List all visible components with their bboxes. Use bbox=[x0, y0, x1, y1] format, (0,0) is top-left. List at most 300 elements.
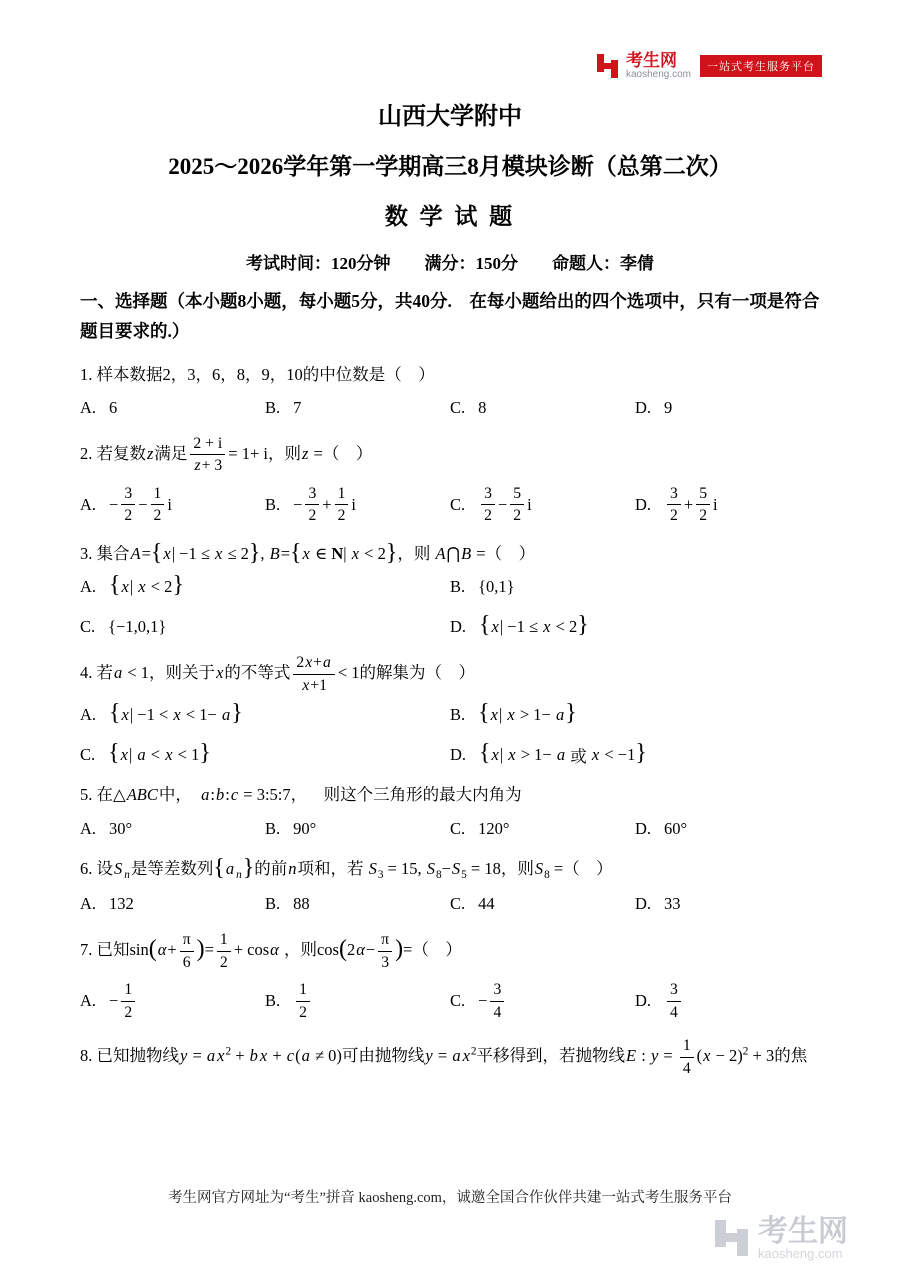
option-content bbox=[109, 700, 243, 727]
option-D bbox=[635, 396, 820, 420]
math-fraction bbox=[180, 930, 194, 972]
text-run: : bbox=[225, 785, 230, 805]
fraction-numerator bbox=[293, 653, 334, 675]
option-label: D. bbox=[635, 894, 652, 914]
math-fraction bbox=[305, 484, 319, 526]
fraction-denominator bbox=[121, 1002, 135, 1023]
math-var: y bbox=[180, 1046, 188, 1066]
fraction-denominator bbox=[293, 675, 334, 696]
text-run: 项和，若 bbox=[297, 858, 368, 878]
text-run: | bbox=[499, 745, 508, 765]
text-run: 1 bbox=[682, 1037, 691, 1055]
questions bbox=[80, 361, 820, 1079]
text-run: 2. 若复数 bbox=[80, 443, 146, 463]
math-var: x bbox=[491, 745, 499, 765]
math-var: c bbox=[230, 785, 239, 805]
math-fraction bbox=[293, 653, 334, 695]
math-bracket: ( bbox=[338, 936, 347, 963]
option-label: C. bbox=[450, 397, 466, 417]
option-label: A. bbox=[80, 991, 97, 1011]
option-content bbox=[664, 398, 672, 418]
question-stem bbox=[80, 361, 820, 388]
math-bracket: { bbox=[109, 700, 121, 727]
text-run: 2 bbox=[337, 507, 346, 525]
option-C bbox=[450, 817, 635, 841]
option-label: B. bbox=[265, 397, 281, 417]
math-fraction bbox=[121, 484, 135, 526]
option-content bbox=[293, 819, 316, 839]
text-run: | bbox=[129, 577, 138, 597]
math-var: a bbox=[555, 705, 565, 725]
fraction-numerator bbox=[667, 980, 681, 1002]
option-label: D. bbox=[635, 991, 652, 1011]
text-run: = 18，则 bbox=[466, 858, 534, 878]
text-run: 88 bbox=[293, 894, 310, 914]
math-bracket: ) bbox=[196, 936, 205, 963]
option-D bbox=[450, 740, 820, 767]
fraction-denominator bbox=[481, 505, 495, 526]
math-bracket: { bbox=[479, 612, 491, 639]
option-D bbox=[635, 892, 820, 916]
option-label: B. bbox=[265, 494, 281, 514]
text-run: | −1 < bbox=[129, 705, 173, 725]
fraction-denominator bbox=[151, 505, 165, 526]
text-run: 2 bbox=[699, 507, 708, 525]
text-run: 2 bbox=[346, 939, 356, 959]
text-run: 9 bbox=[664, 397, 673, 417]
text-run: ( bbox=[295, 1046, 301, 1066]
text-run: 30° bbox=[109, 818, 133, 838]
math-fraction bbox=[680, 1036, 694, 1078]
option-B bbox=[450, 575, 820, 599]
math-fraction bbox=[696, 484, 710, 526]
text-run: 3 bbox=[308, 484, 317, 502]
option-content bbox=[478, 398, 486, 418]
fraction-numerator bbox=[335, 484, 349, 506]
text-run: = bbox=[204, 939, 214, 959]
math-bracket: { bbox=[213, 854, 225, 881]
text-run: 中， bbox=[158, 785, 201, 805]
math-var: x bbox=[490, 705, 498, 725]
text-run: =（ ） bbox=[309, 443, 373, 463]
text-run: | bbox=[498, 705, 507, 725]
option-B bbox=[265, 484, 450, 526]
text-run: : bbox=[637, 1046, 650, 1066]
exam-info: 考试时间：120分钟 满分：150分 命题人：李倩 bbox=[246, 254, 654, 273]
question-stem bbox=[80, 434, 820, 476]
text-run: | −1 ≤ bbox=[171, 544, 215, 564]
question-options bbox=[80, 484, 820, 526]
text-run: 6 bbox=[182, 953, 191, 971]
option-C bbox=[450, 484, 635, 526]
option-label: A. bbox=[80, 818, 97, 838]
text-run: 60° bbox=[664, 818, 688, 838]
option-A bbox=[80, 892, 265, 916]
math-var: S bbox=[451, 858, 461, 878]
option-content bbox=[109, 980, 138, 1022]
logo-brand-text: 考生网 bbox=[625, 51, 677, 70]
math-subscript: n bbox=[124, 868, 130, 881]
text-run: − bbox=[497, 494, 508, 514]
text-run: = 3:5:7， 则这个三角形的最大内角为 bbox=[239, 785, 522, 805]
fraction-numerator bbox=[151, 484, 165, 506]
option-label: D. bbox=[450, 617, 467, 637]
option-label: B. bbox=[265, 991, 281, 1011]
question-2 bbox=[80, 434, 820, 526]
math-var: x bbox=[508, 745, 516, 765]
text-run: < 1 bbox=[173, 745, 200, 765]
question-options bbox=[80, 700, 820, 767]
option-label: C. bbox=[450, 494, 466, 514]
text-run: ，则cos bbox=[279, 939, 339, 959]
math-var: A bbox=[435, 544, 446, 564]
text-run: 5. 在△ bbox=[80, 785, 126, 805]
option-content bbox=[109, 894, 134, 914]
option-content bbox=[108, 617, 166, 637]
fraction-numerator bbox=[180, 930, 194, 952]
option-A bbox=[80, 572, 450, 599]
text-run: 2 + i bbox=[193, 434, 223, 452]
fraction-numerator bbox=[190, 434, 225, 456]
text-run: 1. 样本数据2，3，6，8，9，10的中位数是（ ） bbox=[80, 364, 435, 384]
text-run: 2 bbox=[299, 1003, 307, 1021]
text-run: ，则 bbox=[397, 544, 435, 564]
text-run: < 2 bbox=[360, 544, 386, 564]
math-var: x bbox=[591, 745, 600, 765]
math-subscript: n bbox=[236, 868, 242, 881]
option-D bbox=[450, 612, 820, 639]
text-run: 6 bbox=[109, 397, 118, 417]
text-run: 1 bbox=[124, 981, 133, 999]
math-set-symbol: N bbox=[331, 544, 344, 564]
math-fraction bbox=[667, 980, 681, 1022]
option-content bbox=[664, 894, 681, 914]
math-fraction bbox=[490, 980, 504, 1022]
fraction-denominator bbox=[190, 455, 225, 476]
text-run: =（ ） bbox=[403, 939, 462, 959]
text-run: 4. 若 bbox=[80, 663, 113, 683]
math-var: α bbox=[270, 939, 279, 959]
option-label: C. bbox=[80, 617, 96, 637]
option-content bbox=[479, 740, 647, 767]
math-var: x bbox=[121, 577, 129, 597]
fraction-denominator bbox=[680, 1058, 694, 1079]
math-var: x bbox=[165, 745, 173, 765]
question-options bbox=[80, 892, 820, 916]
fraction-numerator bbox=[490, 980, 504, 1002]
option-B bbox=[265, 980, 450, 1022]
text-run: 或 bbox=[566, 747, 591, 767]
math-var: a bbox=[556, 745, 566, 765]
math-fraction bbox=[151, 484, 165, 526]
text-run: > 1− bbox=[515, 705, 555, 725]
footer-text: 考生网官方网址为“考生”拼音 kaosheng.com，诚邀全国合作伙伴共建一站式考生服务平台 bbox=[168, 1190, 732, 1206]
option-content bbox=[109, 572, 184, 599]
option-B bbox=[265, 396, 450, 420]
text-run: 1 bbox=[153, 484, 162, 502]
option-content bbox=[109, 819, 132, 839]
fraction-numerator bbox=[667, 484, 681, 506]
option-A bbox=[80, 817, 265, 841]
fraction-denominator bbox=[667, 1002, 681, 1023]
text-run: 6. 设 bbox=[80, 858, 113, 878]
math-var: α bbox=[157, 939, 167, 959]
math-var: S bbox=[368, 858, 377, 878]
text-run: − bbox=[293, 494, 303, 514]
math-var: α bbox=[356, 939, 365, 959]
text-run: 8 bbox=[478, 397, 487, 417]
option-label: D. bbox=[635, 397, 652, 417]
option-A bbox=[80, 700, 450, 727]
text-run: 2 bbox=[219, 953, 228, 971]
math-var: z bbox=[301, 443, 309, 463]
math-bracket: } bbox=[231, 700, 243, 727]
text-run: 2 bbox=[296, 654, 305, 672]
text-run: − bbox=[109, 991, 119, 1011]
question-stem bbox=[80, 855, 820, 884]
text-run: 90° bbox=[293, 818, 317, 838]
text-run: i bbox=[527, 494, 532, 514]
exam-title: 2025～2026学年第一学期高三8月模块诊断（总第二次） bbox=[168, 154, 732, 179]
text-run: ≠ 0) bbox=[310, 1046, 342, 1066]
question-1 bbox=[80, 361, 820, 420]
text-run: + bbox=[268, 1046, 286, 1066]
text-run: 是等差数列 bbox=[130, 858, 214, 878]
math-var: B bbox=[461, 544, 472, 564]
option-content bbox=[108, 740, 211, 767]
text-run: 2 bbox=[513, 507, 522, 525]
text-run: + bbox=[683, 494, 694, 514]
math-var: x bbox=[259, 1046, 268, 1066]
text-run: 1 bbox=[299, 981, 307, 999]
math-bracket: { bbox=[290, 540, 302, 567]
fraction-numerator bbox=[296, 980, 310, 1002]
text-run: i bbox=[713, 494, 718, 514]
fraction-numerator bbox=[696, 484, 710, 506]
text-run: = 15, bbox=[383, 858, 426, 878]
text-run: 120° bbox=[478, 818, 510, 838]
subject-title: 数 学 试 题 bbox=[384, 204, 516, 229]
question-5 bbox=[80, 781, 820, 840]
text-run: ⋂ bbox=[446, 544, 461, 564]
option-label: A. bbox=[80, 705, 97, 725]
math-bracket: } bbox=[565, 700, 577, 727]
text-run: = 1+ i，则 bbox=[228, 443, 301, 463]
text-run: , bbox=[260, 544, 269, 564]
text-run: ≤ 2 bbox=[223, 544, 249, 564]
text-run: + bbox=[167, 939, 177, 959]
kaosheng-logo bbox=[596, 52, 822, 80]
text-run: + bbox=[231, 1046, 249, 1066]
option-C bbox=[450, 892, 635, 916]
question-6 bbox=[80, 855, 820, 916]
text-run: 3 bbox=[484, 484, 492, 502]
math-var: x bbox=[507, 705, 515, 725]
text-run: 平移得到，若抛物线 bbox=[476, 1046, 625, 1066]
math-bracket: ( bbox=[148, 936, 157, 963]
text-run: 4 bbox=[682, 1059, 691, 1077]
watermark-text-block bbox=[758, 1216, 848, 1261]
logo-text-block bbox=[626, 52, 691, 80]
question-options bbox=[80, 572, 820, 639]
text-run: 8. 已知抛物线 bbox=[80, 1046, 179, 1066]
math-bracket: } bbox=[172, 572, 184, 599]
option-content bbox=[478, 577, 514, 597]
question-stem bbox=[80, 540, 820, 567]
option-content bbox=[664, 819, 687, 839]
option-label: C. bbox=[450, 991, 466, 1011]
option-content bbox=[479, 612, 589, 639]
text-run: < 1，则关于 bbox=[123, 663, 216, 683]
text-run: − 2) bbox=[711, 1046, 743, 1066]
fraction-denominator bbox=[696, 505, 710, 526]
math-bracket: } bbox=[199, 740, 211, 767]
question-3 bbox=[80, 540, 820, 639]
math-var: x bbox=[120, 745, 128, 765]
option-B bbox=[450, 700, 820, 727]
math-var: x bbox=[173, 705, 181, 725]
math-var: a bbox=[221, 705, 231, 725]
question-stem bbox=[80, 781, 820, 808]
fraction-denominator bbox=[180, 952, 194, 973]
math-var: x bbox=[703, 1046, 711, 1066]
math-var: b bbox=[249, 1046, 258, 1066]
question-7 bbox=[80, 930, 820, 1022]
math-subscript: 8 bbox=[544, 868, 550, 881]
text-run: 3 bbox=[124, 484, 133, 502]
fraction-denominator bbox=[667, 505, 681, 526]
math-subscript: 3 bbox=[377, 868, 384, 881]
option-A bbox=[80, 980, 265, 1022]
option-content bbox=[664, 484, 718, 526]
math-bracket: } bbox=[577, 612, 589, 639]
option-B bbox=[265, 817, 450, 841]
fraction-denominator bbox=[121, 505, 135, 526]
option-D bbox=[635, 817, 820, 841]
math-var: x bbox=[302, 544, 310, 564]
text-run: 4 bbox=[670, 1003, 678, 1021]
option-D bbox=[635, 484, 820, 526]
math-fraction bbox=[190, 434, 225, 476]
math-var: B bbox=[269, 544, 280, 564]
text-run: 132 bbox=[109, 894, 134, 914]
math-var: a bbox=[114, 663, 123, 683]
math-bracket: ) bbox=[395, 936, 404, 963]
text-run: > 1− bbox=[516, 745, 556, 765]
text-run: | bbox=[128, 745, 137, 765]
option-content bbox=[478, 819, 509, 839]
text-run: ( bbox=[696, 1046, 703, 1066]
question-stem bbox=[80, 653, 820, 695]
text-run: | bbox=[343, 544, 351, 564]
math-var: x bbox=[138, 577, 146, 597]
kaosheng-watermark-icon bbox=[714, 1218, 750, 1258]
fraction-denominator bbox=[305, 505, 319, 526]
math-var: x bbox=[305, 654, 313, 672]
fraction-numerator bbox=[510, 484, 524, 506]
text-run: {−1,0,1} bbox=[108, 617, 167, 637]
math-var: S bbox=[426, 858, 435, 878]
text-run: = bbox=[188, 1046, 206, 1066]
text-run: − bbox=[441, 858, 451, 878]
text-run: + bbox=[313, 654, 323, 672]
option-content bbox=[293, 894, 310, 914]
math-superscript: 2 bbox=[470, 1046, 477, 1059]
math-superscript: 2 bbox=[742, 1046, 749, 1059]
math-bracket: { bbox=[479, 740, 491, 767]
school-title: 山西大学附中 bbox=[378, 104, 522, 130]
text-run: 可由抛物线 bbox=[341, 1046, 425, 1066]
math-fraction bbox=[667, 484, 681, 526]
math-var: y bbox=[425, 1046, 433, 1066]
math-var: A bbox=[130, 544, 141, 564]
text-run: 2 bbox=[124, 1003, 133, 1021]
text-run: 3 bbox=[670, 484, 678, 502]
text-run: : bbox=[210, 785, 215, 805]
option-content bbox=[293, 980, 313, 1022]
fraction-denominator bbox=[490, 1002, 504, 1023]
fraction-denominator bbox=[296, 1002, 310, 1023]
option-C bbox=[450, 980, 635, 1022]
option-content bbox=[293, 398, 301, 418]
option-content bbox=[109, 398, 117, 418]
math-var: n bbox=[288, 858, 297, 878]
math-bracket: { bbox=[109, 572, 121, 599]
math-var: E bbox=[626, 1046, 637, 1066]
text-run: π bbox=[182, 931, 191, 949]
fraction-numerator bbox=[305, 484, 319, 506]
text-run: − bbox=[365, 939, 376, 959]
option-label: A. bbox=[80, 494, 97, 514]
math-var: c bbox=[286, 1046, 295, 1066]
option-content bbox=[478, 700, 577, 727]
math-superscript: 2 bbox=[225, 1046, 232, 1059]
math-var: a bbox=[452, 1046, 461, 1066]
text-run: i bbox=[351, 494, 357, 514]
text-run: < 2 bbox=[146, 577, 173, 597]
math-fraction bbox=[335, 484, 349, 526]
math-subscript: 5 bbox=[461, 868, 467, 881]
math-var: x bbox=[543, 617, 551, 637]
text-run: 满足 bbox=[154, 443, 188, 463]
text-run: 3. 集合 bbox=[80, 544, 130, 564]
fraction-denominator bbox=[335, 505, 349, 526]
math-var: x bbox=[121, 705, 129, 725]
text-run: − bbox=[478, 991, 488, 1011]
math-var: a bbox=[201, 785, 210, 805]
question-4 bbox=[80, 653, 820, 767]
fraction-numerator bbox=[217, 930, 231, 952]
option-label: B. bbox=[265, 818, 281, 838]
text-run: + bbox=[322, 494, 332, 514]
text-run: 3 bbox=[381, 953, 390, 971]
text-run: < 1的解集为（ ） bbox=[337, 663, 476, 683]
math-bracket: { bbox=[150, 540, 163, 567]
fraction-denominator bbox=[378, 952, 392, 973]
math-bracket: } bbox=[242, 854, 255, 881]
option-label: D. bbox=[635, 818, 652, 838]
question-8 bbox=[80, 1036, 820, 1078]
option-A bbox=[80, 484, 265, 526]
text-run: 5 bbox=[513, 484, 522, 502]
math-bracket: } bbox=[248, 540, 261, 567]
text-run: + 3 bbox=[201, 457, 223, 475]
kaosheng-h-icon bbox=[596, 53, 620, 79]
question-stem bbox=[80, 1036, 820, 1078]
text-run: 7 bbox=[293, 397, 302, 417]
option-label: C. bbox=[450, 818, 466, 838]
text-run: + 3的焦 bbox=[748, 1046, 808, 1066]
